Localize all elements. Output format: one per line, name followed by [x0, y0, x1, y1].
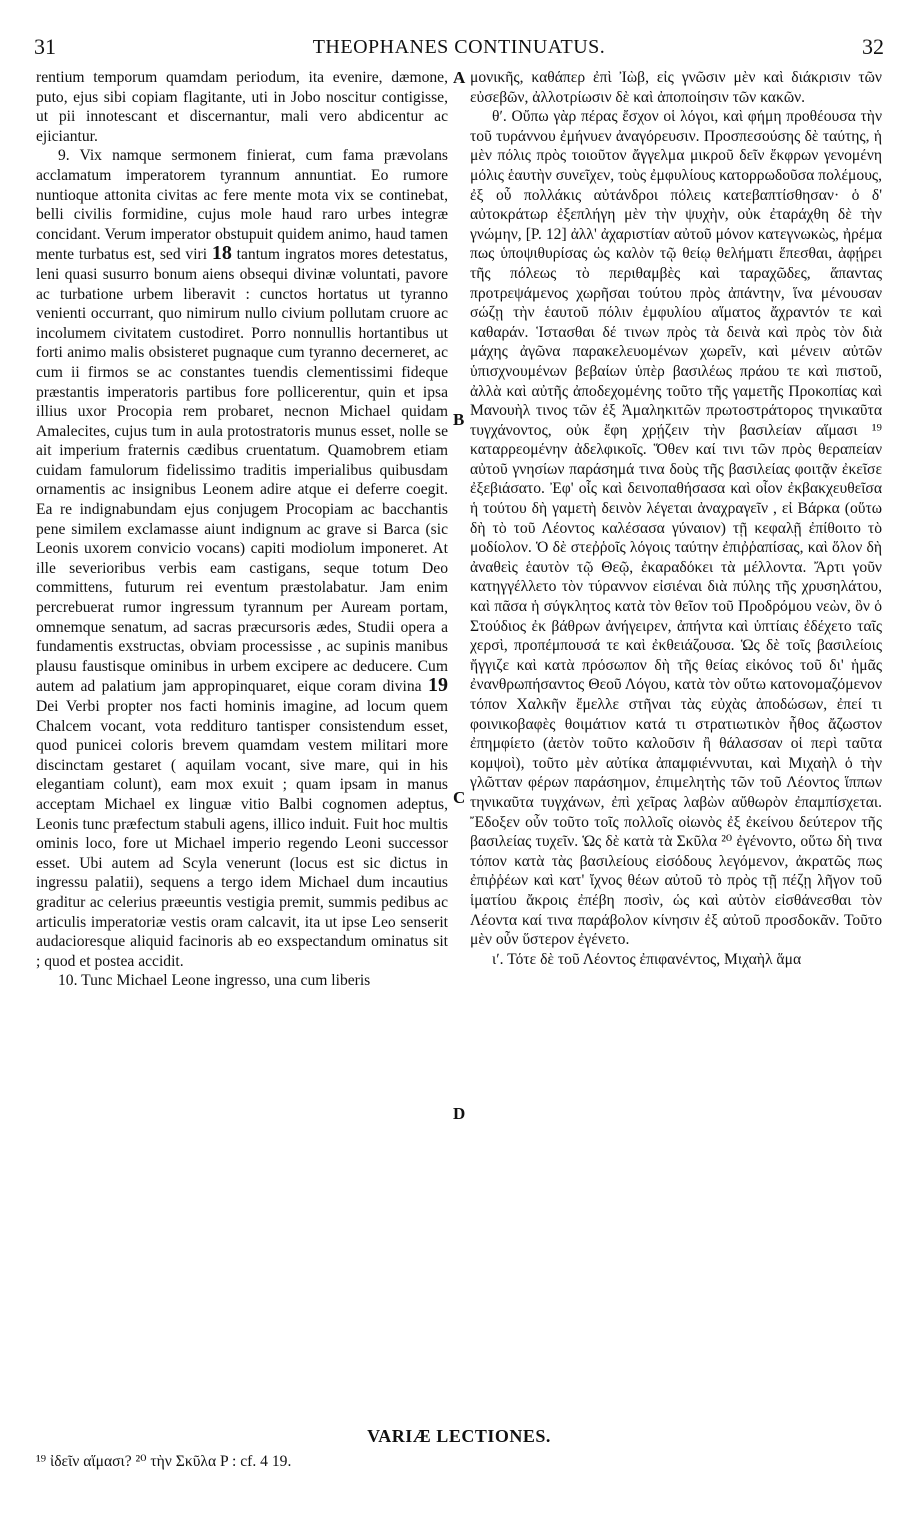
greek-column: [470, 68, 882, 969]
latin-paragraph: rentium temporum quamdam periodum, ita evenire, dæmone, puto, ejus sibi copiam flagitante, uti in Jobo noscitur contigisse, ut pii innotescant et discernantur, mali vero abdicentur ac ejiciantur.: [36, 69, 448, 145]
greek-paragraph: μονικῆς, καθάπερ ἐπὶ Ἰὼβ, εἰς γνῶσιν μὲν καὶ διάκρισιν τῶν εὐσεβῶν, ἀλλοτρίωσιν δὲ καὶ ἀποποίησιν τῶν κακῶν.: [470, 69, 882, 106]
greek-text: καταρρεομένην ἀδελφικοῖς. Ὅθεν καί τινι τῶν πρὸς θεραπείαν αὐτοῦ γνησίων παράσημά τινα δοὺς τῆς βασιλείας φοιτᾷν ἐκεῖσε ἐξεβιάσατο. Ἐφ' οἷς καὶ δεινοπαθήσασα καὶ οἷον ἐκβακχευθεῖσα ἡ τούτου δὴ γαμετὴ δεινὸν λέγεται ἀναχραγεῖν , εἰ Βάρκα (οὕτω δὴ τὸ τοῦ Λέοντος καλέσασα γύναιον) τῇ κεφαλῇ ἐπίθοιτο τὸ μοδίολον. Ὁ δὲ στεῤῥοῖς λόγοις ταύτην ἐπιῤῥαπίσας, καὶ ὅλον δὴ ἀναθεὶς ἑαυτὸν τῷ Θεῷ, ἐκαραδόκει τὰ μέλλοντα. Ἄρτι γοῦν κατηγγέλλετο τὸν τύραννον εἰσιέναι διὰ πύλης τῆς χρυσηλάτου, καὶ πᾶσα ἡ σύγκλητος κατὰ τὸν θεῖον τοῦ Προδρόμου νεὼν, ὃν ὁ Στούδιος ἐκ βάθρων ἀνήγειρεν, ἀπήντα καὶ ὑπτίαις ἐδέχετο ταῖς χερσὶ, προπέμπουσά τε καὶ ἐκθειάζουσα. Ὡς δὲ τοῖς βασιλείοις ἤγγιζε καὶ κατὰ πρόσωπον δὴ τῆς θείας εἰκόνος τοῦ δι' ἡμᾶς ἐνανθρωπήσαντος Θεοῦ Λόγου, κατὰ τὸν οὕτω κατονομαζόμενον τόπον Χαλκῆν ἔμελλε στῆναι τὰς εὐχὰς ἀποδώσων, ἐπεί τι φοινικοβαφὲς θοιμάτιον κατά τι στρατιωτικὸν ἦθος ἄζωστον ἐπημφίετο (ἀετὸν τοῦτο καλοῦσιν ἢ θάλασσαν οἱ περὶ ταῦτα κομψοὶ), τοῦτο μὲν αὐτίκα ἀπαμφιέννυται, καὶ Μιχαὴλ ὁ τὴν γλῶτταν φέρων παράσημον, ἐπιμελητὴς τῶν τοῦ Λέοντος ἵππων τηνικαῦτα τυγχάνων, ἐπὶ χεῖρας λαβὼν αὔθωρὸν ἐπαμπίσχεται. Ἔδοξεν οὖν τοῦτο τοῖς πολλοῖς οἰωνὸς ἐξ ἐκείνου δεύτερον τῆς βασιλείας τυχεῖν. Ὡς δὲ κατὰ τὰ Σκῦλα: [470, 441, 882, 851]
margin-letter-d: D: [453, 1104, 466, 1123]
greek-paragraph: ιʹ. Τότε δὲ τοῦ Λέοντος ἐπιφανέντος, Μιχαὴλ ἅμα: [492, 950, 802, 968]
variae-lectiones-notes: ¹⁹ ἰδεῖν αἵμασι? ²⁰ τὴν Σκῦλα P : cf. 4 19.: [36, 1453, 292, 1470]
latin-text: 9. Vix namque sermonem finierat, cum fama prævolans acclamatum imperatorem tyrannum annuntiat. Eo rumore nuntioque attonita civitas ac fere mente mota vix se continebat, belli civilis formidine, cujus mole haud raro urbes integræ concidant. Verum imperator obstupuit quidem animo, haud tamen mente turbatus est, sed viri: [36, 147, 448, 264]
greek-text: θʹ. Οὔπω γὰρ πέρας ἔσχον οἱ λόγοι, καὶ φήμη προθέουσα τὴν τοῦ τυράννου ἐμήνυεν ἀναγόρευσιν. Προσπεσούσης δὲ ταύτης, ἡ μὲν πόλις πρὸς τοιοῦτον ἄγγελμα μικροῦ δεῖν ἔκφρων γενομένη μόλις ἑαυτὴν συνεῖχεν, τοὺς ἐμφυλίους κατορρωδοῦσα πολέμους, ἐξ οὗ πολλάκις αὐτάνδροι πόλεις κατεβαπτίσθησαν· ὁ δ' αὐτοκράτωρ ἐξεπλήγη μὲν τὴν ψυχὴν, οὐκ ἐταράχθη δὲ τὴν γνώμην, [P. 12] ἀλλ' ἀχαριστίαν αὐτοῦ μόνον κατεγνωκὼς, ἠρέμα πως ὑποψιθυρίσας ὡς καλὸν τῷ θείῳ θελήματι ἕπεσθαι, ἀφῄρει τῆς πόλεως τὸ περιθαμβὲς καὶ ταραχῶδες, ἅπαντας προτρεψάμενος χωρῆσαι τούτου πρὸς ἀπάντην, ἵνα μένουσαν σώζῃ τὴν ἑαυτοῦ πόλιν ἐμφυλίου αἵματος ἄχραντόν τε καὶ καθαράν. Ἱστασθαι δέ τινων πρὸς τὰ δεινὰ καὶ πρὸς τὸν διὰ μάχης ἀγῶνα παρακελευομένων χωρεῖν, καὶ μένειν αὐτῶν ὑπισχνουμένων βεβαίων ὑπὲρ βασιλέως πράου τε καὶ πιστοῦ, ἀλλὰ καὶ αὐτῆς ἀποδεχομένης τοῦτο τῆς γαμετῆς Προκοπίας καὶ Μανουὴλ τινος τῶν ἐξ Ἀμαληκιτῶν πρωτοστράτορος τηνικαῦτα τυγχάνοντος, οὐκ ἔφη χρῄζειν τὴν βασιλείαν αἵμασι: [470, 108, 882, 439]
latin-text: Dei Verbi propter nos facti hominis imagine, ad locum quem Chalcem vocant, vota reddituro tantisper consistendum esset, quod punicei coloris brevem quamdam vestem militari more discinctam gestaret ( aquilam vocant, sive mare, qui in his elegantiam colunt), eam mox exuit ; quam ipsam in manus acceptam Michael ex linguæ vitio Balbi cognomen adeptus, Leonis tunc præfectum stabuli agens, illico induit. Fuit hoc multis ominis loco, fore ut Michael imperio regendo Leoni successor esset. Ubi autem ad Scyla venerunt (locus est sic dictus in ingressu palatii), sequens a tergo idem Michael dum incautius graditur ac celerius præeuntis vestigia premit, summis pedibus ac articulis imperatoriæ vestis oram calcavit, ita ut ipse Leo senserit audacioresque aliquid facinoris ab eo exspectandum ominatus sit ; quod et postea accidit.: [36, 698, 448, 970]
running-title: THEOPHANES CONTINUATUS.: [312, 36, 606, 58]
folio-marker: 18: [211, 242, 232, 265]
folio-marker: 19: [428, 674, 448, 697]
greek-text: ἐγένοντο, οὕτω δὴ τινα τόπον κατὰ τὰς βασιλείους εἰσόδους λεγόμενον, ἀκρατῶς πως ἐπιῤῥέων καὶ κατ' ἴχνος θέων αὐτοῦ τὸ πρὸς τῇ πέζῃ λῆγον τοῦ ἱματίου ἄκροις ἐπέβη ποσὶν, ὡς καὶ αὐτὸν εἰσθάνεσθαι τὸν Λέοντα καί τινα παράβολον κίνησιν ἐξ αὐτοῦ προσδοκᾶν. Τοῦτο μὲν οὖν ὕστερον ἐγένετο.: [470, 833, 883, 949]
latin-text: tantum ingratos mores detestatus, leni quasi susurro bonum aiens obsequi divinæ voluntati, pavore ac turbatione urbem liberavit : cunctos hortatus ut tyranno venienti occurrant, quo nimirum nullo civium pollutam cruore ac incolumem civitatem custodiret. Porro nonnullis hortantibus ut forti animo malis obsisteret pugnaque cum tyranno decerneret, ac cum ii firmos se ac constantes tuendis clementissimi fideque præstantis imperatoris partibus fore pollicerentur, quin et ipsa illius uxor Procopia rem probaret, necnon Michael quidam Amalecites, cujus tum in aula protostratoris munus esset, nolle se ait imperium fraternis cædibus cruentatum. Quamobrem etiam cuidam famulorum fidelissimo traditis imperialibus quibusdam ornamentis ac insignibus Leonem adire atque ei deferre coegit. Ea re indignabundam ejus conjugem Procopiam ac bacchantis pene similem exclamasse aiunt indignum ac grave si Barca (sic Leonis uxorem convicio vocans) capiti modiolum imponeret. At ille severioribus verbis eam castigans, seque totum Deo committens, futurum rei eventum præstolabatur. Jam enim percrebuerat rumor ingressum tyrannum per Auream portam, omnemque senatum, ad sacras præcursoris ædes, Studii opera a fundamentis exstructas, obviam processisse , ac supinis manibus plausu faustisque ominibus in urbem excipere ac deducere. Cum autem ad palatium jam appropinquaret, eique coram divina: [36, 246, 448, 696]
greek-paragraph: [470, 107, 882, 950]
page-number-right: 32: [862, 34, 884, 59]
margin-letter-a: A: [453, 68, 466, 87]
running-header: [0, 34, 918, 64]
footnote-ref: ²⁰: [721, 833, 733, 851]
page-number-left: 31: [34, 34, 56, 59]
margin-letter-c: C: [453, 788, 466, 807]
footnote-ref: ¹⁹: [871, 421, 882, 439]
latin-paragraph: 10. Tunc Michael Leone ingresso, una cum liberis: [58, 972, 371, 990]
margin-letter-b: B: [453, 410, 465, 429]
latin-column: [36, 68, 448, 991]
variae-lectiones-heading: VARIÆ LECTIONES.: [367, 1426, 551, 1446]
latin-paragraph: [36, 146, 448, 971]
